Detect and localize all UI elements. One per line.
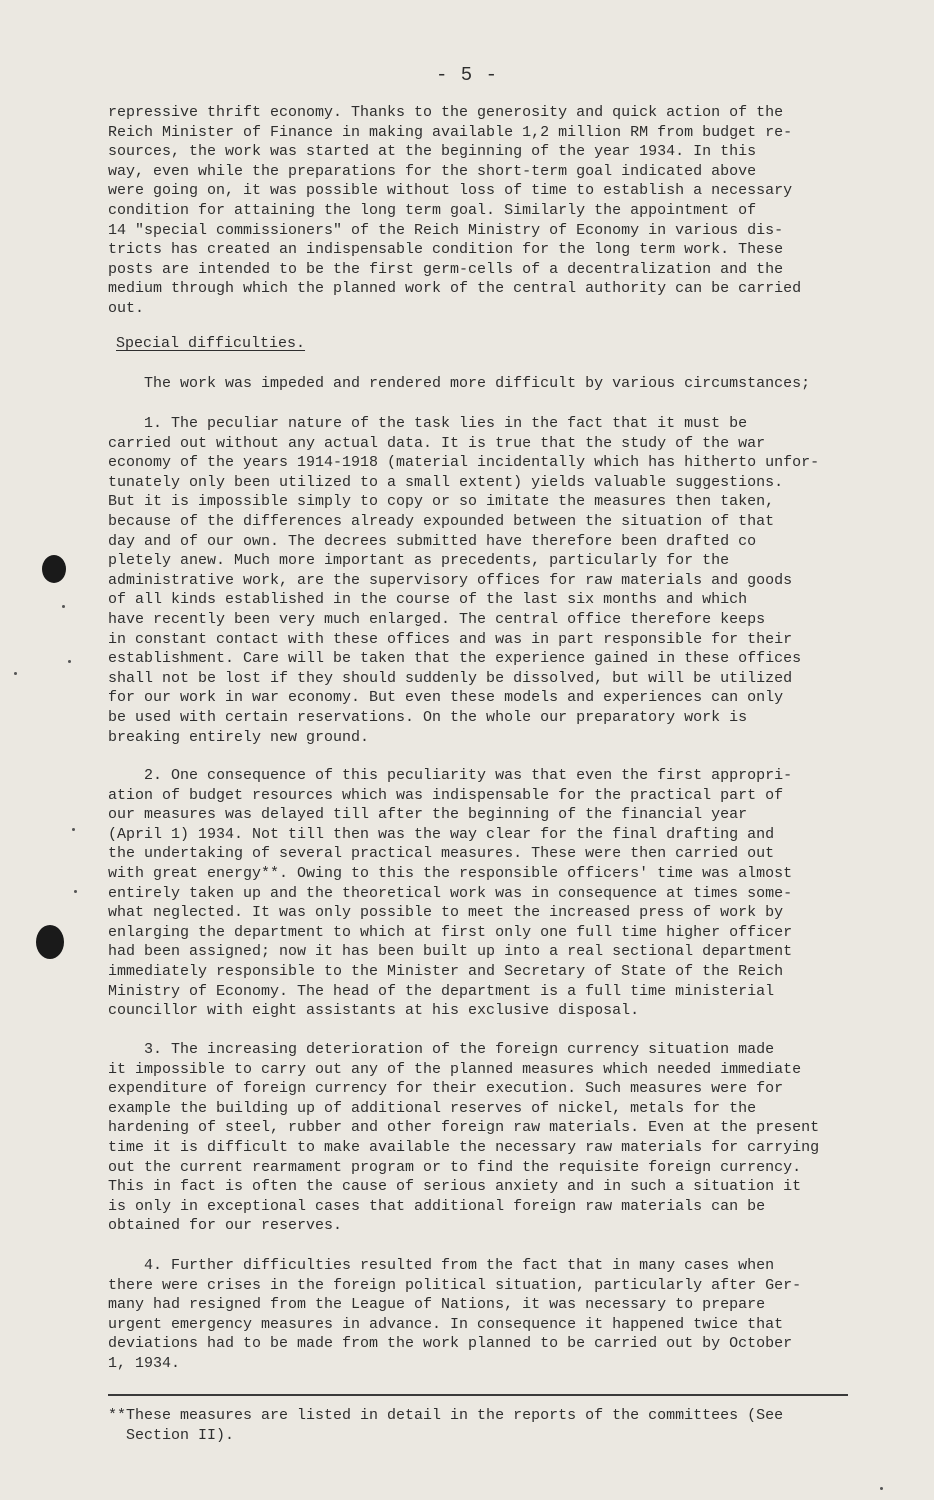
section-heading: Special difficulties. xyxy=(116,335,306,352)
ink-speck-icon xyxy=(74,890,77,893)
paragraph-item-3: 3. The increasing deterioration of the foreign currency situation made it impossible to carry out any of the planned measures which needed immediate expenditure of foreign currency for their execution. Such measures were for example the building up of additional reserves of nickel, metals for the hardening of steel, rubber and other foreign raw materials. Even at the present time it is difficult to make available the necessary raw materials for carrying out the current rearmament program or to find the requisite foreign currency. This in fact is often the cause of serious anxiety and in such a situation it is only in exceptional cases that additional foreign raw materials can be obtained for our reserves. xyxy=(108,1041,820,1235)
paragraph-lead: The work was impeded and rendered more difficult by various circumstances; xyxy=(108,375,811,392)
footnote: **These measures are listed in detail in the reports of the committees (See Section II). xyxy=(108,1407,784,1444)
footnote-divider xyxy=(108,1394,848,1396)
ink-speck-icon xyxy=(880,1487,883,1490)
paragraph-item-1: 1. The peculiar nature of the task lies in the fact that it must be carried out without any actual data. It is true that the study of the war economy of the years 1914-1918 (material incidentally which has hitherto unfor- tunately only been utilized to a small extent) yields valuable suggestions. But it is impossible simply to copy or so imitate the measures then taken, because of the differences already expounded between the situation of that day and of our own. The decrees submitted have therefore been drafted co pletely anew. Much more important as precedents, particularly for the administrative work, are the supervisory offices for raw materials and goods of all kinds established in the course of the last six months and which have recently been very much enlarged. The central office therefore keeps in constant contact with these offices and was in part responsible for their establishment. Care will be taken that the experience gained in these offices shall not be lost if they should suddenly be dissolved, but will be utilized for our work in war economy. But even these models and experiences can only be used with certain reservations. On the whole our preparatory work is breaking entirely new ground. xyxy=(108,415,820,746)
ink-speck-icon xyxy=(68,660,71,663)
paragraph-item-2: 2. One consequence of this peculiarity was that even the first appropri- ation of budget resources which was indispensable for the practical part of our measures was delayed till after the beginning of the financial year (April 1) 1934. Not till then was the way clear for the final drafting and the undertaking of several practical measures. These were then carried out with great energy**. Owing to this the responsible officers' time was almost entirely taken up and the theoretical work was in consequence at times some- what neglected. It was only possible to meet the increased press of work by enlarging the department to which at first only one full time higher officer had been assigned; now it has been built up into a real sectional department immediately responsible to the Minister and Secretary of State of the Reich Ministry of Economy. The head of the department is a full time ministerial councillor with eight assistants at his exclusive disposal. xyxy=(108,767,793,1020)
ink-speck-icon xyxy=(72,828,75,831)
punch-hole-icon xyxy=(42,555,66,583)
paragraph-item-4: 4. Further difficulties resulted from the fact that in many cases when there were crises in the foreign political situation, particularly after Ger- many had resigned from the League of Nations, it was necessary to prepare urgent emergency measures in advance. In consequence it happened twice that deviations had to be made from the work planned to be carried out by October 1, 1934. xyxy=(108,1257,802,1372)
paragraph-intro: repressive thrift economy. Thanks to the generosity and quick action of the Reich Minister of Finance in making available 1,2 million RM from budget re- sources, the work was started at the beginning of the year 1934. In this way, even while the preparations for the short-term goal indicated above were going on, it was possible without loss of time to establish a necessary condition for attaining the long term goal. Similarly the appointment of 14 "special commissioners" of the Reich Ministry of Economy in various dis- tricts has created an indispensable condition for the long term work. These posts are intended to be the first germ-cells of a decentralization and the medium through which the planned work of the central authority can be carried out. xyxy=(108,104,802,317)
page-number: - 5 - xyxy=(435,64,498,86)
ink-speck-icon xyxy=(62,605,65,608)
ink-speck-icon xyxy=(14,672,17,675)
punch-hole-icon xyxy=(36,925,64,959)
